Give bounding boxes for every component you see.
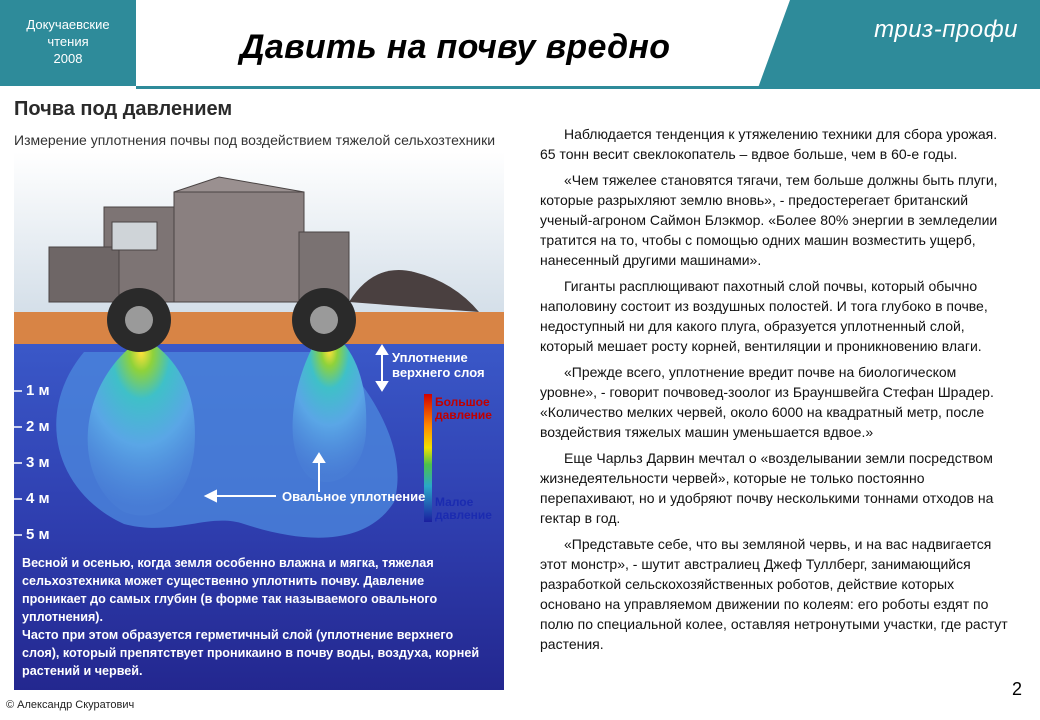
copyright: © Александр Скуратович	[6, 699, 135, 711]
event-line: чтения	[47, 34, 89, 49]
oval-compaction-label: Овальное уплотнение	[282, 489, 426, 504]
topsoil-compaction-label: Уплотнение верхнего слоя	[392, 350, 485, 380]
article-paragraph: «Прежде всего, уплотнение вредит почве на биологическом уровне», - говорит почвовед-зоолог из Брауншвейга Стефан Шрадер. «Количество мелких червей, около 6000 на квадратный метр, после воздействия тяжелых машин уменьшается вдвое.»	[540, 364, 994, 440]
brand-banner	[740, 0, 1040, 86]
article-paragraph: Гиганты расплющивают пахотный слой почвы, который обычно наполовину состоит из воздушных полостей. И тога глубоко в почве, недоступный ни для какого плуга, образуется уплотненный слой, который мешает росту корней, вентиляции и проникновению влаги.	[540, 278, 988, 354]
header-divider	[136, 86, 1040, 89]
article-paragraph: Еще Чарльз Дарвин мечтал о «возделывании земли посредством жизнедеятельности червей», которые не только постоянно перепахивают, но и удобряют почву несколькими тоннами отходов на гектар в год.	[540, 450, 994, 526]
event-line: Докучаевские	[26, 17, 110, 32]
page-number: 2	[1011, 679, 1022, 699]
depth-label: 1 м	[26, 382, 50, 399]
depth-label: 5 м	[26, 526, 50, 543]
figure-caption: Весной и осенью, когда земля особенно влажна и мягка, тяжелая сельхозтехника может существенно уплотнить почву. Давление проникает до самых глубин (в форме так называемого овального уплотнения).	[22, 556, 438, 624]
topsoil-layer	[14, 312, 504, 346]
figure-title: Почва под давлением	[14, 98, 233, 120]
depth-label: 2 м	[26, 418, 50, 435]
article-paragraph: «Представьте себе, что вы земляной червь, и на вас надвигается этот монстр», - шутит австралиец Джеф Туллберг, занимающийся разработкой сельскохозяйственных роботов, действие которых основано на управляемом движении по колеям: его роботы ездят по полю по специальной колее, оставляя нетронутыми участки, где растут растения.	[540, 536, 1008, 652]
legend-low-label: Малое давление	[435, 495, 492, 522]
legend-high-label: Большое давление	[435, 395, 492, 422]
soil-pressure-infographic	[14, 152, 504, 690]
slide-title: Давить на почву вредно	[240, 28, 671, 66]
figure-subtitle: Измерение уплотнения почвы под воздействием тяжелой сельхозтехники	[14, 132, 496, 148]
figure-caption: Часто при этом образуется герметичный слой (уплотнение верхнего слоя), который препятствует проникаино в почву воды, воздуха, корней растений и червей.	[22, 628, 480, 678]
article-text	[540, 124, 1016, 660]
depth-label: 3 м	[26, 454, 50, 471]
event-badge	[0, 0, 136, 86]
article-paragraph: «Чем тяжелее становятся тягачи, тем больше должны быть плуги, которые разрыхляют землю вновь», - предостерегает британский ученый-агроном Саймон Блэкмор. «Более 80% энергии в земледелии тратится на то, чтобы с помощью одних машин возместить ущерб, нанесенный другими машинами».	[540, 172, 998, 268]
article-paragraph: Наблюдается тенденция к утяжелению техники для сбора урожая. 65 тонн весит свеклокопатель – вдвое больше, чем в 60-е годы.	[540, 126, 998, 162]
event-line: 2008	[53, 51, 83, 66]
brand-logo: триз-профи	[874, 16, 1018, 43]
depth-label: 4 м	[26, 490, 50, 507]
